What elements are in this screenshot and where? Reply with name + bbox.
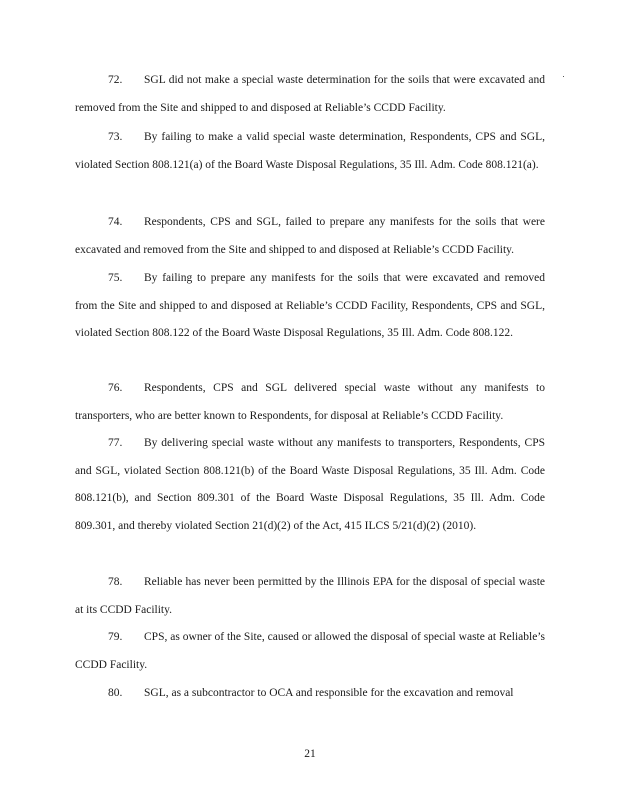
paragraph-79 (75, 624, 545, 679)
paragraph-77 (75, 430, 545, 540)
paragraph-number: 72. (108, 74, 123, 86)
paragraph-text: SGL, as a subcontractor to OCA and responsible for the excavation and removal (144, 687, 514, 699)
paragraph-text: Respondents, CPS and SGL, failed to prepare any manifests for the soils that were excavated and removed from the Site and shipped to and disposed at Reliable’s CCDD Facility. (75, 216, 545, 256)
paragraph-text: Respondents, CPS and SGL delivered special waste without any manifests to transporters, who are better known to Respondents, for disposal at Reliable’s CCDD Facility. (75, 382, 545, 422)
paragraph-74 (75, 209, 545, 264)
paragraph-number: 74. (108, 216, 123, 228)
paragraph-78 (75, 569, 545, 624)
paragraph-72 (75, 67, 545, 122)
scan-speck (563, 76, 564, 77)
paragraph-number: 80. (108, 687, 123, 699)
paragraph-text: SGL did not make a special waste determination for the soils that were excavated and removed from the Site and shipped to and disposed at Reliable’s CCDD Facility. (75, 74, 545, 114)
page-number: 21 (304, 748, 316, 760)
paragraph-text: By failing to make a valid special waste determination, Respondents, CPS and SGL, violated Section 808.121(a) of the Board Waste Disposal Regulations, 35 Ill. Adm. Code 808.121(a). (75, 131, 545, 171)
paragraph-text: By failing to prepare any manifests for the soils that were excavated and removed from the Site and shipped to and disposed at Reliable’s CCDD Facility, Respondents, CPS and SGL, violated Section 808.122 of the Board Waste Disposal Regulations, 35 Ill. Adm. Code 808.122. (75, 272, 545, 339)
paragraph-number: 76. (108, 382, 123, 394)
paragraph-75 (75, 265, 545, 348)
paragraph-text: By delivering special waste without any manifests to transporters, Respondents, CPS and SGL, violated Section 808.121(b) of the Board Waste Disposal Regulations, 35 Ill. Adm. Code 808.121(b), and Section 809.301 of the Board Waste Disposal Regulations, 35 Ill. Adm. Code 809.301, and thereby violated Section 21(d)(2) of the Act, 415 ILCS 5/21(d)(2) (2010). (75, 437, 545, 532)
paragraph-text: Reliable has never been permitted by the Illinois EPA for the disposal of special waste at its CCDD Facility. (75, 576, 545, 616)
paragraph-number: 75. (108, 272, 123, 284)
paragraph-number: 78. (108, 576, 123, 588)
paragraph-number: 79. (108, 631, 123, 643)
paragraph-80 (75, 680, 545, 708)
paragraph-73 (75, 124, 545, 179)
paragraph-76 (75, 375, 545, 430)
paragraph-number: 73. (108, 131, 123, 143)
paragraph-number: 77. (108, 437, 123, 449)
paragraph-text: CPS, as owner of the Site, caused or allowed the disposal of special waste at Reliable’s CCDD Facility. (75, 631, 545, 671)
